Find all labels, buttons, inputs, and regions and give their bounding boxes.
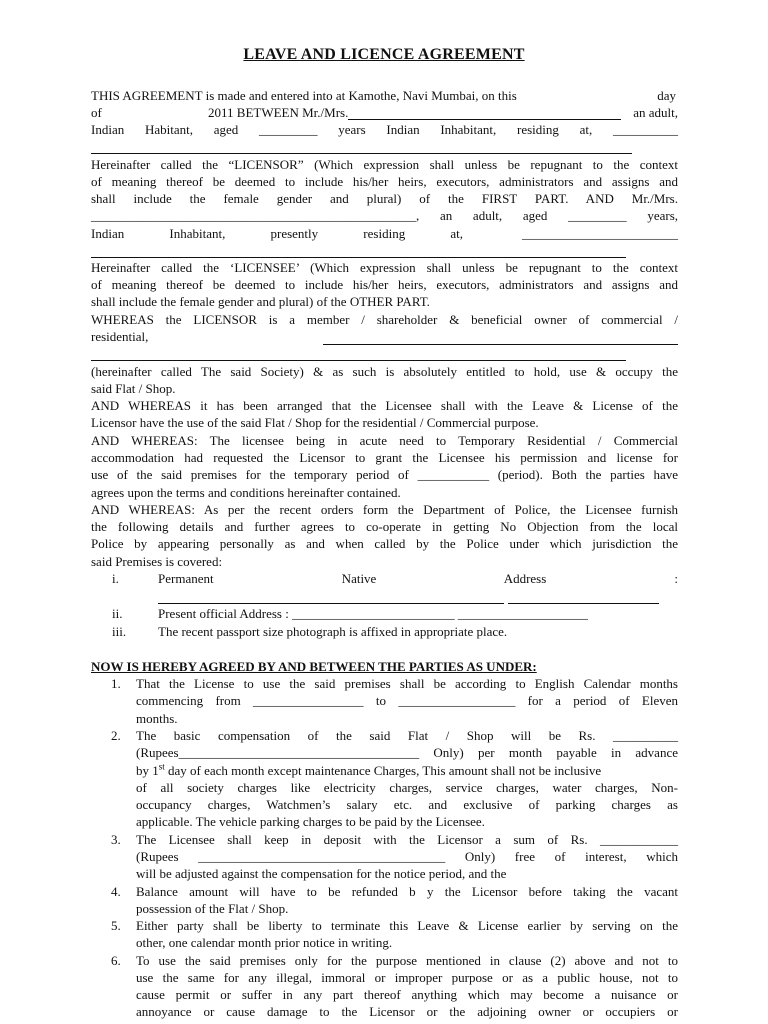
clause-3-line-3: will be adjusted against the compensation for the notice period, and the <box>136 866 507 881</box>
clause-2-number: 2. <box>111 728 121 743</box>
name-blank <box>348 119 621 120</box>
licensor-line-4: __________________________________________________, an adult, aged _________ years, <box>91 208 678 223</box>
clause-2-rest: day of each month except maintenance Charges, This amount shall not be inclusive <box>164 763 602 778</box>
clause-3-line-2: (Rupees ______________________________________ Only) free of interest, which <box>136 849 678 864</box>
licensor-residing: Indian Inhabitant, presently residing at, <box>91 226 463 241</box>
whereas-line-7: use of the said premises for the temporary period of ___________ (period). Both the parties have <box>91 467 678 482</box>
clause-1-number: 1. <box>111 676 121 691</box>
clause-4-line-2: possession of the Flat / Shop. <box>136 901 289 916</box>
clause-1-line-2: commencing from _________________ to __________________ for a period of Eleven <box>136 693 678 708</box>
clause-2-line-2: (Rupees_____________________________________ Only) per month payable in advance <box>136 745 678 760</box>
licensee-address-blank <box>91 257 626 258</box>
licensor-line-5 <box>91 225 678 242</box>
licensee-line-4: WHEREAS the LICENSOR is a member / shareholder & beneficial owner of commercial / <box>91 312 678 327</box>
whereas-line-2: said Flat / Shop. <box>91 381 176 396</box>
intro-between: 2011 BETWEEN Mr./Mrs. <box>208 105 349 120</box>
clause-2-line-6: applicable. The vehicle parking charges to be paid by the Licensee. <box>136 814 485 829</box>
clause-2-line-1: The basic compensation of the said Flat / Shop will be Rs. __________ <box>136 728 678 743</box>
licensee-residential: residential, <box>91 329 149 344</box>
intro-line-1 <box>91 87 678 104</box>
agreed-heading: NOW IS HEREBY AGREED BY AND BETWEEN THE PARTIES AS UNDER: <box>91 659 537 674</box>
clause-3-line-1: The Licensee shall keep in deposit with the Licensor a sum of Rs. ____________ <box>136 832 678 847</box>
whereas-line-1: (hereinafter called The said Society) & as such is absolutely entitled to hold, use & occupy the <box>91 364 678 379</box>
whereas-line-5: AND WHEREAS: The licensee being in acute need to Temporary Residential / Commercial <box>91 433 678 448</box>
clause-6-line-1: To use the said premises only for the purpose mentioned in clause (2) above and not to <box>136 953 678 968</box>
whereas-line-3: AND WHEREAS it has been arranged that the Licensee shall with the Leave & License of the <box>91 398 678 413</box>
licensor-line-2: of meaning thereof be deemed to include his/her heirs, executors, administrators and assigns and <box>91 174 678 189</box>
clause-4-number: 4. <box>111 884 121 899</box>
clause-6-line-3: cause permit or suffer in any part thereof anything which may become a nuisance or <box>136 987 678 1002</box>
clause-5-number: 5. <box>111 918 121 933</box>
address-blank <box>91 153 632 154</box>
intro-day: day <box>657 88 676 103</box>
whereas-line-10: the following details and further agrees to co-operate in getting No Objection from the local <box>91 519 678 534</box>
intro-line-3: Indian Habitant, aged _________ years Indian Inhabitant, residing at, __________ <box>91 122 678 137</box>
licensee-line-5 <box>91 328 678 345</box>
clause-2-line-5: occupancy charges, Watchmen’s salary etc. and exclusive of parking charges as <box>136 797 678 812</box>
whereas-line-8: agrees upon the terms and conditions hereinafter contained. <box>91 485 401 500</box>
licensor-line-1: Hereinafter called the “LICENSOR” (Which expression shall unless be repugnant to the context <box>91 157 678 172</box>
licensee-line-1: Hereinafter called the ‘LICENSEE’ (Which expression shall unless be repugnant to the context <box>91 260 678 275</box>
society-blank <box>91 360 626 361</box>
whereas-line-9: AND WHEREAS: As per the recent orders form the Department of Police, the Licensee furnish <box>91 502 678 517</box>
licensee-line-2: of meaning thereof be deemed to include his/her heirs, executors, administrators and assigns and <box>91 277 678 292</box>
detail-official-address: Present official Address : _________________________ ____________________ <box>158 606 588 621</box>
detail-permanent-address: Permanent Native Address : <box>158 571 678 586</box>
detail-photograph: The recent passport size photograph is affixed in appropriate place. <box>158 624 508 639</box>
licensee-line-3: shall include the female gender and plural) of the OTHER PART. <box>91 294 430 309</box>
clause-1-line-3: months. <box>136 711 178 726</box>
intro-of: of <box>91 105 102 120</box>
detail-num: iii. <box>112 624 127 639</box>
licensor-line-3: shall include the female gender and plural) of the FIRST PART. AND Mr./Mrs. <box>91 191 678 206</box>
intro-adult: an adult, <box>633 105 678 120</box>
licensor-residing-blank: ________________________ <box>522 226 678 241</box>
document-title: LEAVE AND LICENCE AGREEMENT <box>243 46 525 63</box>
whereas-line-11: Police by appearing personally as and when called by the Police under which jurisdiction the <box>91 536 678 551</box>
permanent-address-blank-2 <box>508 603 659 604</box>
intro-text: THIS AGREEMENT is made and entered into at Kamothe, Navi Mumbai, on this <box>91 88 517 103</box>
permanent-address-blank <box>158 603 504 604</box>
clause-4-line-1: Balance amount will have to be refunded b y the Licensor before taking the vacant <box>136 884 678 899</box>
clause-3-number: 3. <box>111 832 121 847</box>
clause-2-sup: st <box>158 761 165 772</box>
detail-num: i. <box>112 571 119 586</box>
clause-1-line-1: That the License to use the said premises shall be according to English Calendar months <box>136 676 678 691</box>
clause-2-by: by 1 <box>136 763 159 778</box>
clause-5-line-2: other, one calendar month prior notice in writing. <box>136 935 393 950</box>
premises-blank <box>323 344 678 345</box>
detail-num: ii. <box>112 606 123 621</box>
intro-line-2 <box>91 104 678 121</box>
clause-6-number: 6. <box>111 953 121 968</box>
whereas-line-6: accommodation had requested the Licensor to grant the Licensee his permission and license for <box>91 450 678 465</box>
clause-6-line-4: annoyance or cause damage to the Licensor or the adjoining owner or occupiers or <box>136 1004 678 1019</box>
clause-6-line-2: use the same for any illegal, immoral or improper purpose or as a public house, not to <box>136 970 678 985</box>
clause-5-line-1: Either party shall be liberty to terminate this Leave & License earlier by serving on the <box>136 918 678 933</box>
whereas-line-4: Licensor have the use of the said Flat / Shop for the residential / Commercial purpose. <box>91 415 539 430</box>
whereas-line-12: said Premises is covered: <box>91 554 223 569</box>
clause-2-line-3 <box>136 762 678 779</box>
clause-2-line-4: of all society charges like electricity charges, service charges, water charges, Non- <box>136 780 678 795</box>
